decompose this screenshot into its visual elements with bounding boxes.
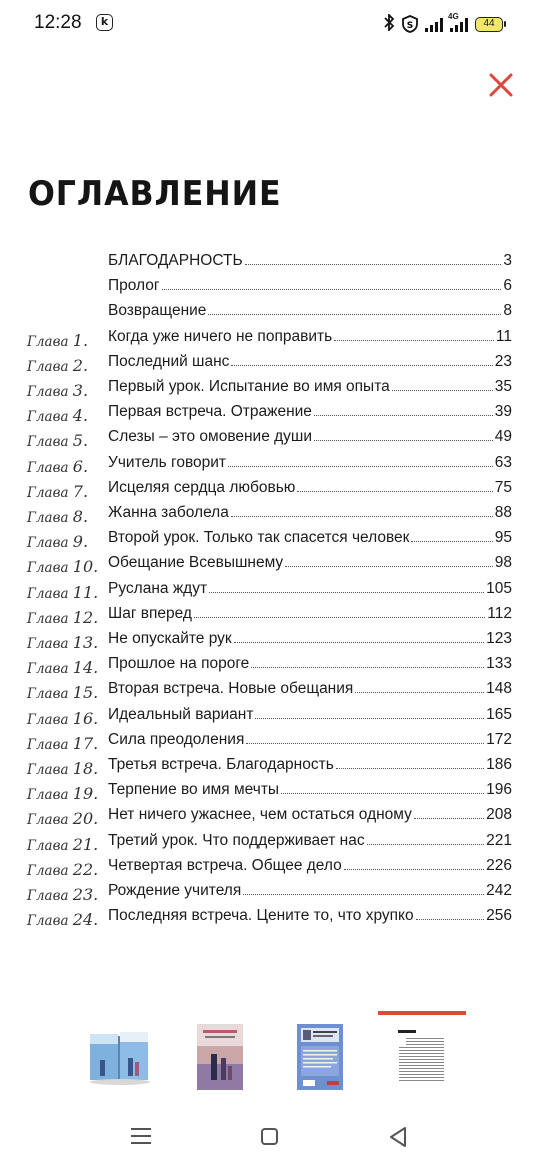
chapter-word: Глава	[27, 585, 69, 602]
chapter-word: Глава	[27, 510, 69, 526]
toc-entry-title: БЛАГОДАРНОСТЬ	[108, 252, 243, 269]
chapter-label	[27, 784, 98, 803]
toc-entry-title: Сила преодоления	[108, 730, 245, 748]
chapter-label	[27, 658, 98, 677]
toc-entry-title: Нет ничего ужаснее, чем остаться одному	[108, 806, 412, 824]
toc-row[interactable]	[0, 680, 540, 705]
chapter-word: Глава	[27, 888, 69, 904]
chapter-label	[27, 860, 98, 879]
dot-leader	[231, 516, 493, 517]
chapter-number: 18.	[72, 759, 99, 778]
chapter-word: Глава	[27, 661, 69, 678]
toc-entry-title: Рождение учителя	[108, 882, 242, 899]
dot-leader	[416, 919, 484, 920]
toc-entry-title: Вторая встреча. Новые обещания	[108, 680, 354, 698]
chapter-word: Глава	[27, 333, 69, 350]
dot-leader	[314, 440, 493, 441]
chapter-number: 21.	[72, 834, 99, 854]
toc-entry	[108, 403, 512, 421]
dot-leader	[297, 491, 492, 492]
toc-page-number: 148	[486, 680, 512, 698]
chapter-label	[27, 835, 98, 854]
toc-row[interactable]	[0, 580, 540, 605]
toc-entry	[108, 806, 512, 824]
chapter-number: 23.	[72, 885, 99, 904]
toc-page-number: 98	[494, 554, 512, 572]
chapter-label	[27, 482, 88, 501]
chapter-number: 19.	[72, 784, 99, 804]
toc-entry	[108, 252, 512, 270]
close-button[interactable]	[486, 70, 516, 100]
chapter-word: Глава	[27, 837, 69, 854]
toc-entry-title: Третья встреча. Благодарность	[108, 756, 334, 773]
chapter-number: 6.	[72, 456, 89, 476]
toc-entry	[108, 479, 512, 497]
dot-leader	[245, 264, 502, 265]
toc-page-number: 105	[486, 579, 512, 597]
svg-text:S: S	[406, 21, 414, 31]
chapter-number: 5.	[72, 431, 89, 451]
back-icon[interactable]	[388, 1126, 408, 1148]
toc-entry-title: Возвращение	[108, 302, 207, 320]
chapter-label	[27, 532, 88, 551]
chapter-label	[27, 583, 98, 602]
toc-entry	[108, 706, 512, 724]
chapter-label	[27, 910, 98, 929]
toc-entry	[108, 857, 512, 875]
toc-entry	[108, 378, 512, 396]
chapter-word: Глава	[27, 384, 69, 400]
toc-entry-title: Последний шанс	[108, 352, 230, 370]
toc-entry-title: Жанна заболела	[108, 504, 229, 521]
toc-row[interactable]	[0, 706, 540, 731]
menu-icon[interactable]	[131, 1128, 151, 1144]
toc-row[interactable]	[0, 554, 540, 579]
chapter-number: 8.	[72, 507, 89, 526]
chapter-word: Глава	[27, 484, 69, 501]
chapter-label	[27, 608, 98, 627]
toc-page-number: 196	[486, 781, 512, 799]
toc-page-number: 112	[487, 604, 512, 622]
toc-page-number: 3	[503, 252, 512, 269]
toc-page-number: 165	[486, 705, 512, 723]
chapter-number: 12.	[72, 607, 99, 627]
chapter-label	[27, 331, 88, 350]
chapter-word: Глава	[27, 535, 69, 552]
toc-entry	[108, 580, 512, 598]
status-icons	[383, 12, 506, 36]
shield-icon	[402, 15, 418, 33]
chapter-word: Глава	[27, 409, 69, 426]
chapter-word: Глава	[27, 459, 69, 476]
toc-page-number: 39	[494, 403, 512, 421]
dot-leader	[355, 692, 484, 693]
toc-row[interactable]	[0, 781, 540, 806]
toc-page-number: 226	[486, 856, 512, 874]
dot-leader	[367, 844, 485, 845]
toc-page-number: 95	[494, 529, 512, 547]
battery-level: 44	[475, 17, 503, 32]
toc-entry	[108, 605, 512, 623]
toc-entry	[108, 454, 512, 472]
chapter-word: Глава	[27, 560, 69, 577]
toc-entry-title: Руслана ждут	[108, 579, 208, 597]
chapter-label	[27, 507, 88, 526]
toc-page-number: 172	[486, 730, 512, 748]
toc-entry	[108, 428, 512, 446]
chapter-word: Глава	[27, 636, 69, 652]
chapter-label	[27, 759, 98, 778]
dot-leader	[251, 667, 484, 668]
toc-page-number: 88	[494, 504, 512, 521]
dot-leader	[194, 617, 485, 618]
toc-page-number: 63	[494, 453, 512, 471]
chapter-word: Глава	[27, 862, 69, 879]
toc-row[interactable]	[0, 378, 540, 403]
toc-entry	[108, 630, 512, 648]
chapter-number: 15.	[72, 683, 99, 703]
toc-entry-title: Слезы – это омовение души	[108, 428, 313, 446]
chapter-word: Глава	[27, 812, 69, 829]
toc-page-number: 23	[494, 352, 512, 370]
toc-row[interactable]	[0, 529, 540, 554]
chapter-word: Глава	[27, 787, 69, 804]
chapter-number: 20.	[72, 809, 99, 829]
thumbnail-toc-page[interactable]	[396, 1024, 448, 1090]
chapter-word: Глава	[27, 711, 69, 728]
chapter-number: 11.	[72, 582, 99, 602]
status-time: 12:28	[34, 12, 82, 33]
toc-entry	[108, 781, 512, 799]
toc-page-number: 186	[486, 756, 512, 773]
toc-entry-title: Пролог	[108, 277, 160, 295]
battery-icon	[475, 17, 506, 32]
toc-row[interactable]	[0, 277, 540, 302]
toc-page-number: 11	[495, 327, 512, 345]
toc-entry-title: Учитель говорит	[108, 453, 227, 471]
toc-row[interactable]	[0, 882, 540, 907]
toc-entry	[108, 277, 512, 295]
home-icon[interactable]	[261, 1128, 278, 1145]
toc-entry	[108, 504, 512, 522]
toc-row[interactable]	[0, 832, 540, 857]
toc-row[interactable]	[0, 403, 540, 428]
chapter-label	[27, 633, 98, 652]
toc-row[interactable]	[0, 428, 540, 453]
chapter-label	[27, 885, 98, 904]
toc-entry	[108, 832, 512, 850]
dot-leader	[228, 466, 493, 467]
selected-thumbnail-indicator	[378, 1011, 466, 1015]
chapter-number: 13.	[72, 633, 99, 652]
toc-row[interactable]	[0, 731, 540, 756]
dot-leader	[336, 768, 484, 769]
toc-entry	[108, 353, 512, 371]
chapter-label	[27, 734, 98, 753]
toc-entry-title: Идеальный вариант	[108, 705, 254, 723]
chapter-number: 3.	[72, 381, 89, 400]
toc-page-number: 221	[486, 831, 512, 849]
toc-entry	[108, 655, 512, 673]
signal-4g-icon	[448, 11, 468, 32]
toc-entry-title: Первая встреча. Отражение	[108, 403, 312, 421]
chapter-label	[27, 406, 88, 425]
close-icon	[486, 70, 516, 100]
toc-entry-title: Не опускайте рук	[108, 630, 232, 647]
chapter-label	[27, 709, 98, 728]
dot-leader	[334, 340, 494, 341]
page-title: ОГЛАВЛЕНИЕ	[28, 174, 282, 214]
toc-entry	[108, 907, 512, 925]
chapter-number: 14.	[72, 658, 99, 678]
toc-entry-title: Второй урок. Только так спасется человек	[108, 529, 410, 547]
toc-entry-title: Третий урок. Что поддерживает нас	[108, 831, 365, 849]
dot-leader	[414, 818, 484, 819]
chapter-number: 9.	[72, 532, 89, 552]
dot-leader	[411, 541, 492, 542]
toc-entry	[108, 328, 512, 346]
toc-entry	[108, 756, 512, 774]
chapter-number: 17.	[72, 733, 99, 753]
chapter-number: 1.	[72, 330, 89, 350]
toc-row[interactable]	[0, 454, 540, 479]
bluetooth-icon	[383, 14, 395, 35]
chapter-number: 4.	[72, 406, 89, 426]
chapter-label	[27, 381, 88, 400]
dot-leader	[392, 390, 493, 391]
chapter-number: 24.	[72, 910, 99, 930]
toc-entry	[108, 302, 512, 320]
k-icon: k	[96, 14, 113, 31]
toc-row[interactable]	[0, 655, 540, 680]
chapter-label	[27, 356, 88, 375]
toc-entry	[108, 529, 512, 547]
chapter-word: Глава	[27, 686, 69, 703]
signal-icon	[425, 17, 443, 32]
chapter-word: Глава	[27, 434, 69, 451]
dot-leader	[314, 415, 493, 416]
chapter-number: 22.	[72, 859, 99, 879]
thumbnail-book-back-cover[interactable]	[297, 1024, 343, 1090]
toc-page-number: 256	[486, 907, 512, 925]
dot-leader	[234, 642, 484, 643]
toc-page-number: 133	[486, 655, 512, 673]
chapter-number: 2.	[72, 355, 89, 375]
toc-row[interactable]	[0, 328, 540, 353]
toc-entry-title: Первый урок. Испытание во имя опыта	[108, 378, 390, 395]
toc-page-number: 49	[494, 428, 512, 446]
toc-page-number: 242	[486, 882, 512, 899]
chapter-label	[27, 809, 98, 828]
chapter-number: 7.	[72, 481, 89, 501]
dot-leader	[231, 365, 492, 366]
chapter-label	[27, 457, 88, 476]
dot-leader	[243, 894, 484, 895]
toc-row[interactable]	[0, 504, 540, 529]
chapter-word: Глава	[27, 762, 69, 778]
chapter-word: Глава	[27, 736, 69, 753]
toc-row[interactable]	[0, 630, 540, 655]
dot-leader	[285, 566, 493, 567]
chapter-word: Глава	[27, 358, 69, 375]
toc-entry-title: Терпение во имя мечты	[108, 781, 280, 799]
dot-leader	[281, 793, 484, 794]
network-type: 4G	[448, 11, 459, 21]
chapter-label	[27, 557, 98, 576]
toc-entry-title: Шаг вперед	[108, 604, 192, 622]
toc-page-number: 6	[503, 277, 512, 295]
toc-row[interactable]	[0, 907, 540, 932]
dot-leader	[344, 869, 484, 870]
chapter-label	[27, 683, 98, 702]
toc-entry-title: Последняя встреча. Цените то, что хрупко	[108, 907, 414, 925]
toc-page-number: 35	[494, 378, 512, 395]
toc-row[interactable]	[0, 302, 540, 327]
toc-row[interactable]	[0, 756, 540, 781]
toc-entry-title: Исцеляя сердца любовью	[108, 478, 296, 496]
toc-page-number: 8	[503, 302, 512, 320]
toc-entry	[108, 554, 512, 572]
toc-entry	[108, 680, 512, 698]
toc-row[interactable]	[0, 353, 540, 378]
status-bar	[0, 0, 540, 48]
toc-entry-title: Когда уже ничего не поправить	[108, 327, 333, 345]
toc-entry-title: Прошлое на пороге	[108, 655, 250, 673]
toc-page-number: 123	[486, 630, 512, 647]
toc-entry	[108, 731, 512, 749]
dot-leader	[162, 289, 502, 290]
toc-page-number: 75	[494, 478, 512, 496]
toc-row[interactable]	[0, 479, 540, 504]
toc-entry-title: Четвертая встреча. Общее дело	[108, 856, 342, 874]
chapter-word: Глава	[27, 913, 69, 930]
dot-leader	[208, 314, 501, 315]
chapter-number: 16.	[72, 708, 99, 728]
chapter-label	[27, 431, 88, 450]
toc-row[interactable]	[0, 806, 540, 831]
chapter-word: Глава	[27, 610, 69, 627]
toc-row[interactable]	[0, 605, 540, 630]
toc-row[interactable]	[0, 252, 540, 277]
toc-entry-title: Обещание Всевышнему	[108, 554, 284, 572]
toc-page-number: 208	[486, 806, 512, 824]
dot-leader	[209, 592, 484, 593]
dot-leader	[255, 718, 484, 719]
thumbnail-book-3d-mockup[interactable]	[88, 1030, 152, 1086]
dot-leader	[246, 743, 484, 744]
thumbnail-book-front-cover[interactable]	[197, 1024, 243, 1090]
toc-row[interactable]	[0, 857, 540, 882]
toc-entry	[108, 882, 512, 900]
chapter-number: 10.	[72, 557, 99, 577]
